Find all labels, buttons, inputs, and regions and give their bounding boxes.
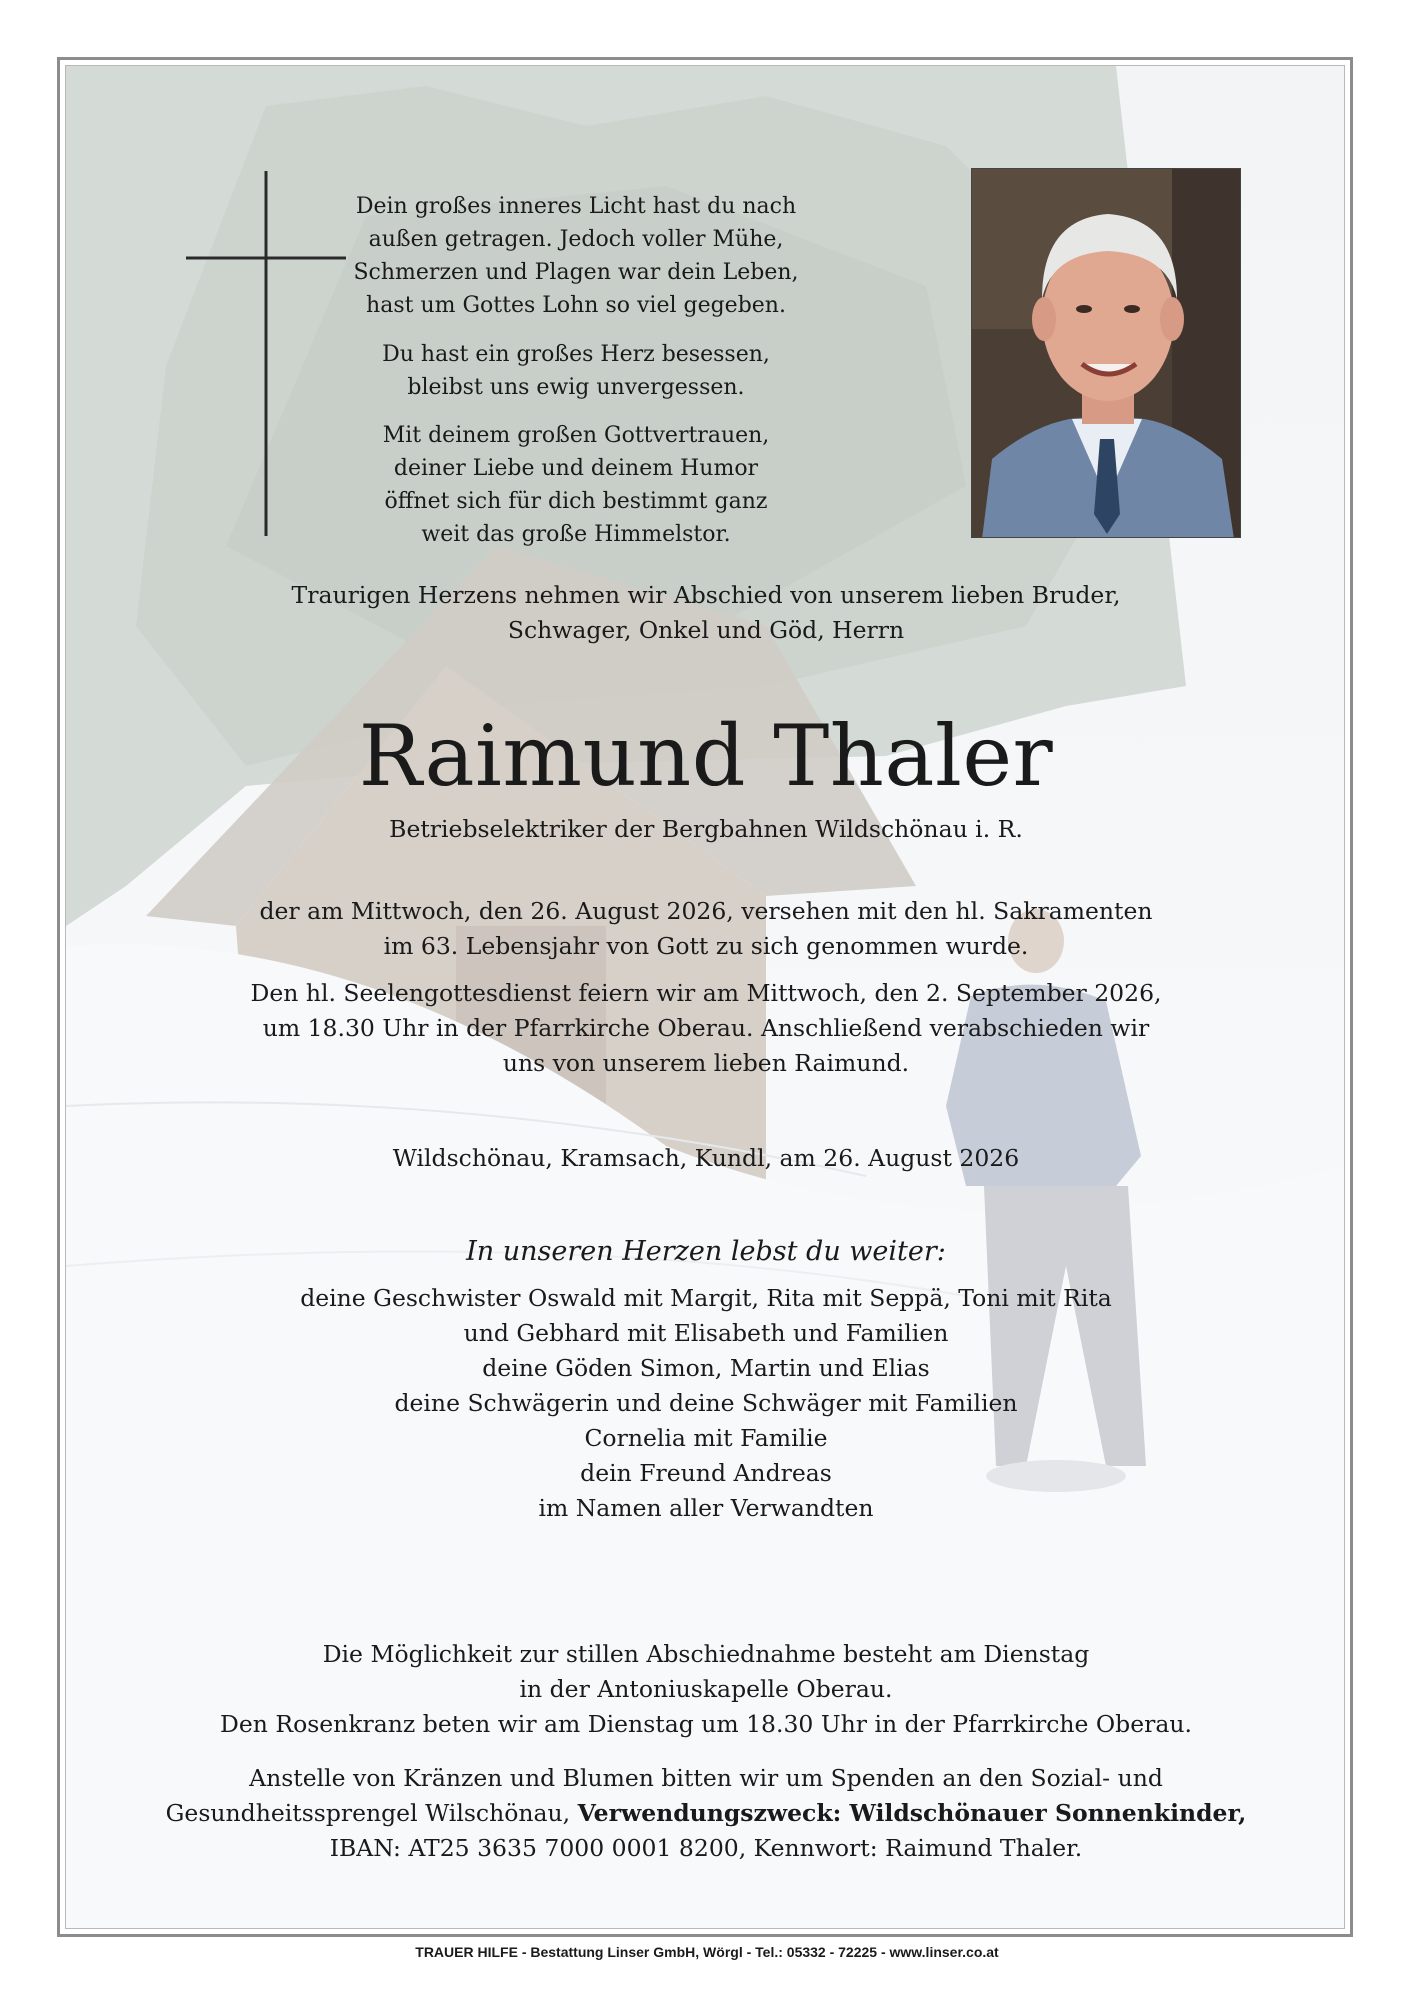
service-info [66,976,1345,1081]
portrait-photo [971,168,1241,538]
farewell-line: Die Möglichkeit zur stillen Abschiednahme besteht am Dienstag [322,1640,1090,1668]
donation-line [66,1796,1345,1831]
poem-line: weit das große Himmelstor. [421,522,731,547]
list-item: dein Freund Andreas [580,1459,832,1487]
list-item: und Gebhard mit Elisabeth und Familien [463,1319,949,1347]
farewell-line: in der Antoniuskapelle Oberau. [519,1675,893,1703]
intro-line: Schwager, Onkel und Göd, Herrn [507,616,905,644]
service-line: uns von unserem lieben Raimund. [502,1049,910,1077]
list-item: deine Göden Simon, Martin und Elias [482,1354,930,1382]
farewell-line: Den Rosenkranz beten wir am Dienstag um 18.30 Uhr in der Pfarrkirche Oberau. [220,1710,1192,1738]
death-notice [66,894,1345,964]
list-item: Cornelia mit Familie [584,1424,828,1452]
poem-stanza-3 [296,419,856,551]
intro-text [66,578,1345,648]
donation-text: Gesundheitssprengel Wilschönau, [165,1799,578,1827]
deceased-name: Raimund Thaler [358,707,1054,805]
place-date: Wildschönau, Kramsach, Kundl, am 26. August 2026 [392,1144,1020,1172]
donation-info [66,1761,1345,1866]
poem-line: Mit deinem großen Gottvertrauen, [382,423,770,448]
poem-line: Du hast ein großes Herz besessen, [382,342,770,367]
poem-line: öffnet sich für dich bestimmt ganz [384,489,768,514]
poem-line: Schmerzen und Plagen war dein Leben, [353,260,799,285]
poem-line: bleibst uns ewig unvergessen. [407,375,745,400]
list-item: im Namen aller Verwandten [538,1494,874,1522]
poem-stanza-2 [296,338,856,404]
list-item: deine Geschwister Oswald mit Margit, Rita mit Seppä, Toni mit Rita [300,1284,1112,1312]
poem-line: deiner Liebe und deinem Humor [393,456,759,481]
poem-line: Dein großes inneres Licht hast du nach [355,194,797,219]
mourners-heading: In unseren Herzen lebst du weiter: [466,1236,946,1267]
donation-iban: IBAN: AT25 3635 7000 0001 8200, Kennwort: Raimund Thaler. [329,1834,1083,1862]
intro-line: Traurigen Herzens nehmen wir Abschied von unserem lieben Bruder, [291,581,1121,609]
poem-line: außen getragen. Jedoch voller Mühe, [368,227,784,252]
notice-line: der am Mittwoch, den 26. August 2026, versehen mit den hl. Sakramenten [259,897,1153,925]
donation-purpose: Verwendungszweck: Wildschönauer Sonnenkinder, [577,1799,1247,1827]
notice-line: im 63. Lebensjahr von Gott zu sich genommen wurde. [383,932,1029,960]
notice-card [65,65,1345,1929]
poem-line: hast um Gottes Lohn so viel gegeben. [366,293,786,318]
mourners-list [66,1281,1345,1526]
deceased-title: Betriebselektriker der Bergbahnen Wildschönau i. R. [389,815,1023,843]
farewell-info [66,1637,1345,1742]
service-line: Den hl. Seelengottesdienst feiern wir am Mittwoch, den 2. September 2026, [250,979,1162,1007]
service-line: um 18.30 Uhr in der Pfarrkirche Oberau. Anschließend verabschieden wir [262,1014,1150,1042]
donation-line: Anstelle von Kränzen und Blumen bitten wir um Spenden an den Sozial- und [249,1764,1163,1792]
undertaker-footer: TRAUER HILFE - Bestattung Linser GmbH, Wörgl - Tel.: 05332 - 72225 - www.linser.co.at [415,1944,999,1960]
poem-stanza-1 [296,190,856,322]
list-item: deine Schwägerin und deine Schwäger mit Familien [394,1389,1018,1417]
